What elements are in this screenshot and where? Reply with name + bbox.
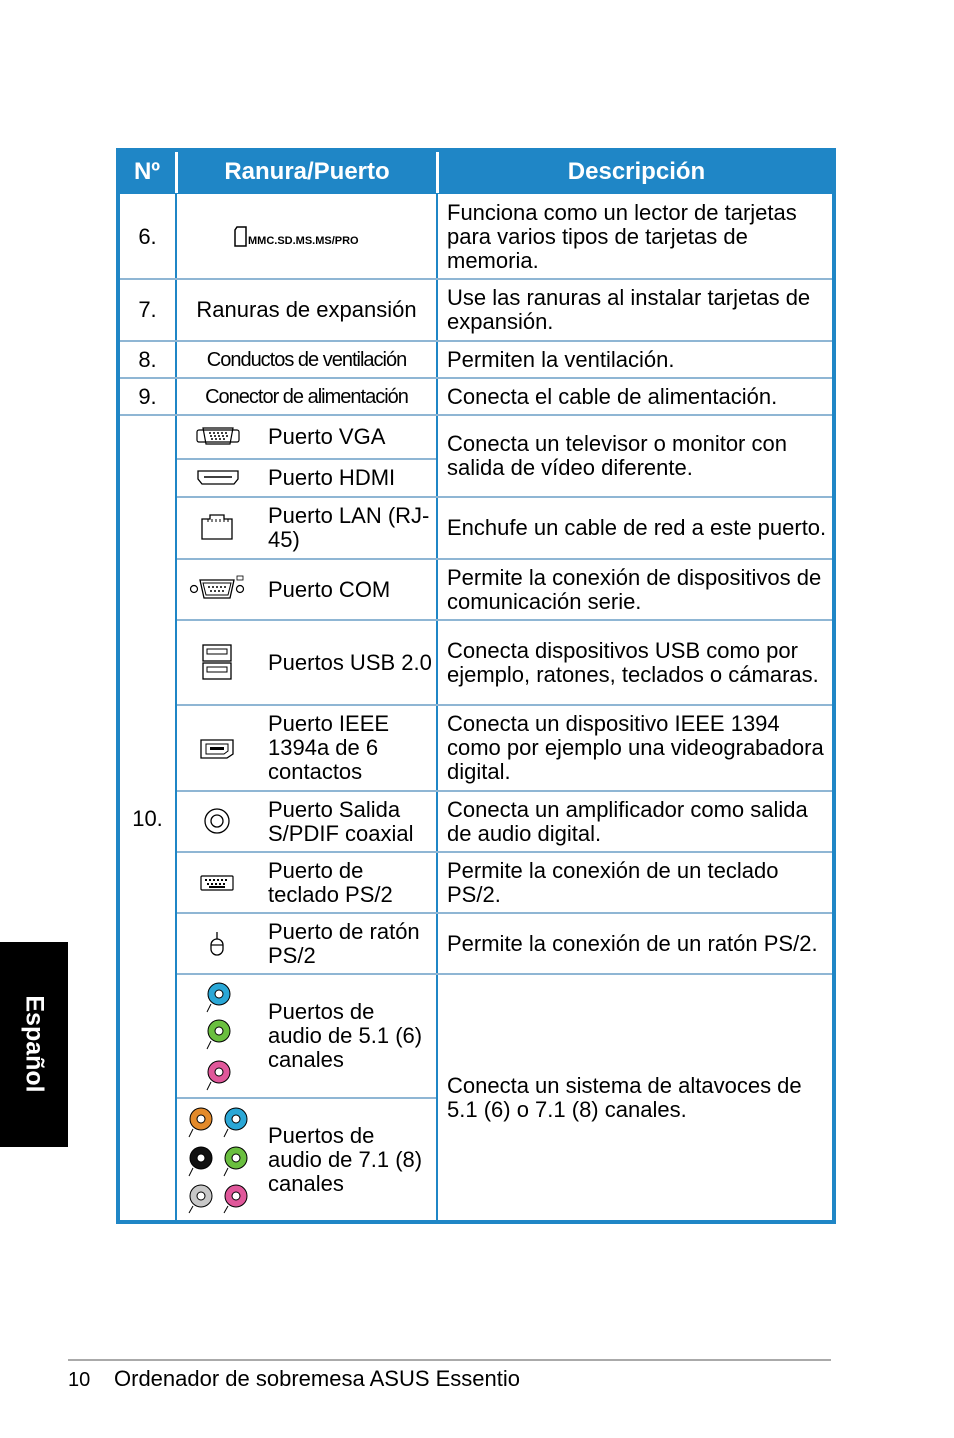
row-description: Permite la conexión de un ratón PS/2. — [447, 930, 818, 956]
spdif-port-icon — [203, 807, 231, 835]
table-border — [116, 1220, 836, 1224]
row-number: 8. — [138, 346, 157, 372]
audio-51-ports-icon — [200, 980, 240, 1096]
port-name: Puerto LAN (RJ-45) — [268, 503, 430, 552]
port-name: Puerto VGA — [268, 424, 386, 449]
card-reader-label: MMC.SD.MS.MS/PRO — [248, 235, 359, 247]
com-port-icon — [189, 575, 245, 603]
row-description: Enchufe un cable de red a este puerto. — [447, 515, 827, 540]
row-description: Permiten la ventilación. — [447, 346, 675, 372]
page-number: 10 — [68, 1369, 91, 1391]
row-number: 9. — [138, 383, 157, 409]
port-name: Puertos USB 2.0 — [268, 649, 432, 675]
row-description: Conecta un amplificador como salida de audio digital. — [447, 796, 808, 846]
footer-divider — [68, 1359, 831, 1361]
row-description: Permite la conexión de dispositivos de comunicación serie. — [447, 564, 822, 614]
row-description: Conecta un dispositivo IEEE 1394 como por ejemplo una videograbadora digital. — [447, 711, 824, 784]
row-number: 6. — [138, 224, 157, 249]
port-name: Puerto de teclado PS/2 — [268, 857, 393, 907]
port-name: Puerto HDMI — [268, 465, 396, 490]
port-name: Puertos de audio de 7.1 (8) canales — [268, 1122, 423, 1196]
row-description: Funciona como un lector de tarjetas para varios tipos de tarjetas de memoria. — [447, 200, 797, 273]
port-name: Conductos de ventilación — [206, 348, 407, 371]
footer-title: Ordenador de sobremesa ASUS Essentio — [114, 1366, 521, 1391]
row-description: Permite la conexión de un teclado PS/2. — [447, 857, 779, 907]
row-number: 7. — [138, 297, 157, 322]
header-port: Ranura/Puerto — [224, 158, 390, 185]
language-side-tab-label: Español — [20, 995, 49, 1093]
lan-port-icon — [200, 513, 234, 541]
row-description: Conecta un sistema de altavoces de 5.1 (6) o 7.1 (8) canales. — [447, 1072, 802, 1122]
header-desc: Descripción — [567, 158, 706, 185]
port-name: Puerto IEEE 1394a de 6 contactos — [268, 711, 390, 784]
port-name: Puerto de ratón PS/2 — [268, 918, 420, 968]
usb-port-icon — [201, 643, 233, 681]
row-description: Conecta un televisor o monitor con salida de vídeo diferente. — [447, 431, 787, 480]
row-number: 10. — [132, 806, 163, 831]
keyboard-port-icon — [200, 874, 234, 892]
header-no: Nº — [133, 158, 161, 185]
row-description: Conecta el cable de alimentación. — [447, 383, 778, 409]
port-name: Ranuras de expansión — [196, 297, 417, 322]
port-name: Conector de alimentación — [205, 385, 408, 408]
ieee1394-port-icon — [199, 736, 235, 760]
vga-port-icon — [196, 425, 240, 447]
card-reader-icon — [232, 226, 392, 250]
row-description: Use las ranuras al instalar tarjetas de expansión. — [447, 285, 811, 334]
audio-71-ports-icon — [184, 1103, 254, 1215]
mouse-port-icon — [208, 931, 226, 957]
row-description: Conecta dispositivos USB como por ejemplo, ratones, teclados o cámaras. — [447, 637, 819, 687]
port-name: Puertos de audio de 5.1 (6) canales — [268, 999, 423, 1072]
hdmi-port-icon — [196, 469, 240, 487]
port-name: Puerto Salida S/PDIF coaxial — [268, 796, 414, 846]
column-divider — [436, 194, 438, 1222]
port-name: Puerto COM — [268, 576, 391, 602]
table-border — [832, 194, 836, 1224]
